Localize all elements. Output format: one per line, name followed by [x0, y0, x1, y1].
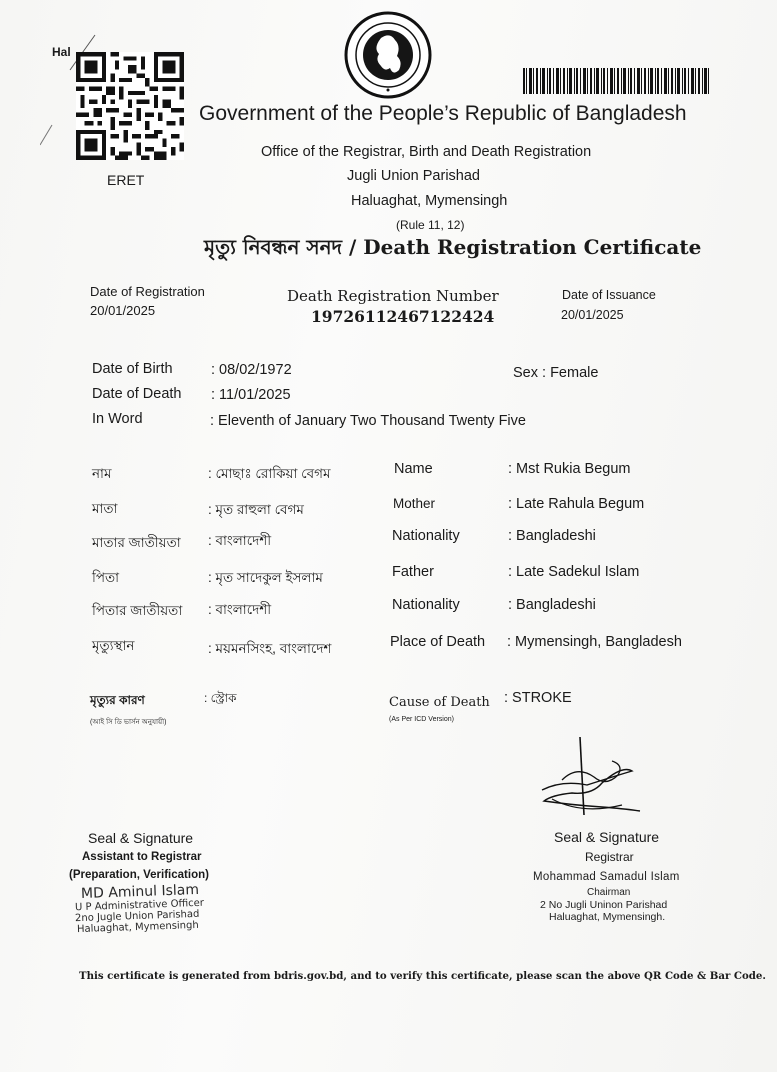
place-of-death-value: : Mymensingh, Bangladesh [507, 634, 682, 650]
father-nationality-value: : Bangladeshi [508, 597, 596, 613]
mother-value: : Late Rahula Begum [508, 496, 645, 512]
qr-code-icon[interactable] [75, 52, 185, 160]
mother-label: Mother [393, 496, 436, 511]
left-role-detail: (Preparation, Verification) [69, 869, 209, 881]
bn-father-nationality-label: পিতার জাতীয়তা [92, 603, 183, 618]
right-role: Registrar [585, 850, 634, 864]
in-word-label: In Word [92, 411, 143, 427]
bn-cause-value: : স্ট্রোক [204, 691, 237, 705]
bn-father-label: পিতা [92, 570, 120, 585]
date-of-registration-label: Date of Registration [90, 284, 205, 299]
cause-value: : STROKE [504, 690, 572, 706]
corner-note: Hal [52, 45, 71, 59]
left-role: Assistant to Registrar [82, 851, 202, 863]
bn-cause-note: (আই সি ডি ভার্সন অনুযায়ী) [90, 719, 167, 726]
left-signatory-office: 2no Jugle Union Parishad [74, 908, 200, 925]
cause-label: Cause of Death [389, 695, 490, 710]
father-label: Father [392, 564, 434, 580]
bn-father-value: : মৃত সাদেকুল ইসলাম [208, 570, 323, 585]
left-signatory-name: MD Aminul Islam [80, 881, 200, 903]
rule-reference: (Rule 11, 12) [396, 218, 465, 232]
barcode-icon[interactable] [523, 68, 709, 94]
left-seal-heading: Seal & Signature [88, 830, 194, 846]
qr-caption: ERET [107, 172, 145, 188]
union-name: Jugli Union Parishad [347, 168, 480, 184]
right-signatory-office: 2 No Jugli Uninon Parishad [540, 899, 668, 911]
sex-value: Sex : Female [513, 365, 599, 381]
bn-place-of-death-label: মৃত্যুস্থান [92, 638, 135, 653]
date-of-birth-value: : 08/02/1972 [211, 362, 292, 378]
bn-cause-label: মৃত্যুর কারণ [90, 693, 145, 707]
office-location: Haluaghat, Mymensingh [351, 193, 508, 209]
mother-nationality-label: Nationality [392, 528, 460, 544]
date-of-issuance-value: 20/01/2025 [561, 308, 624, 322]
date-of-death-value: : 11/01/2025 [211, 387, 291, 403]
bn-father-nationality-value: : বাংলাদেশী [208, 602, 272, 617]
registration-number-label: Death Registration Number [287, 287, 499, 305]
bn-mother-value: : মৃত রাহুলা বেগম [208, 502, 304, 517]
mother-nationality-value: : Bangladeshi [508, 528, 596, 544]
date-of-registration-value: 20/01/2025 [90, 303, 156, 318]
left-signatory-title: U P Administrative Officer [74, 897, 205, 914]
name-value: : Mst Rukia Begum [508, 461, 631, 477]
right-signatory-name: Mohammad Samadul Islam [533, 871, 680, 883]
bn-name-value: : মোছাঃ রোকিয়া বেগম [208, 466, 331, 481]
left-signatory-location: Haluaghat, Mymensingh [76, 919, 199, 936]
place-of-death-label: Place of Death [390, 634, 486, 650]
certificate-title: মৃত্যু নিবন্ধন সনদ / Death Registration Certificate [204, 235, 702, 259]
bn-name-label: নাম [92, 466, 112, 481]
government-seal-icon [343, 10, 433, 100]
office-title: Office of the Registrar, Birth and Death Registration [261, 144, 592, 160]
date-of-death-label: Date of Death [92, 386, 182, 402]
bn-mother-label: মাতা [92, 501, 118, 516]
father-value: : Late Sadekul Islam [508, 564, 640, 580]
date-of-birth-label: Date of Birth [92, 361, 173, 377]
date-of-issuance-label: Date of Issuance [562, 288, 656, 302]
bn-place-of-death-value: : ময়মনসিংহ, বাংলাদেশ [208, 641, 332, 656]
bn-mother-nationality-label: মাতার জাতীয়তা [92, 535, 181, 550]
right-seal-heading: Seal & Signature [554, 829, 660, 845]
registration-number-value: 19726112467122424 [311, 307, 495, 326]
footer-note: This certificate is generated from bdris.gov.bd, and to verify this certificate, please scan the above QR Code & Bar Code. [79, 970, 766, 982]
signature-icon [532, 735, 647, 825]
right-signatory-location: Haluaghat, Mymensingh. [549, 911, 666, 923]
name-label: Name [394, 461, 433, 477]
father-nationality-label: Nationality [392, 597, 460, 613]
right-signatory-title: Chairman [587, 887, 631, 898]
bn-mother-nationality-value: : বাংলাদেশী [208, 533, 272, 548]
in-word-value: : Eleventh of January Two Thousand Twenty Five [210, 413, 526, 429]
cause-note: (As Per ICD Version) [389, 716, 454, 723]
government-title: Government of the People’s Republic of Bangladesh [199, 102, 687, 125]
